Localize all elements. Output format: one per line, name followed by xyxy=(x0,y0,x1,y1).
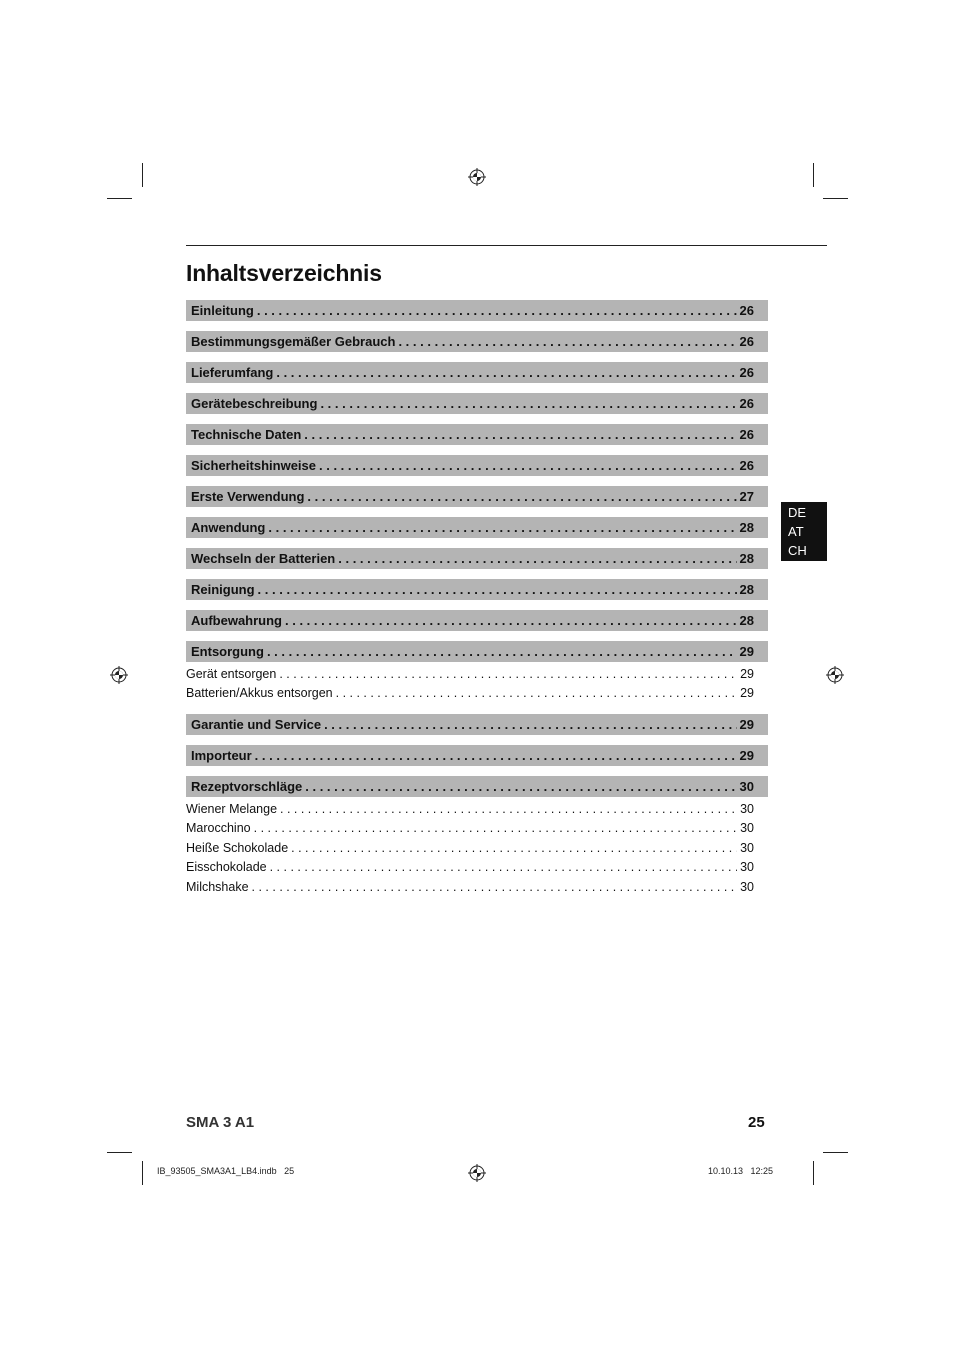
toc-subentry[interactable] xyxy=(186,684,768,704)
toc-leader-dots xyxy=(338,551,736,566)
toc-entry-label: Lieferumfang xyxy=(191,365,274,380)
toc-entry-label: Sicherheitshinweise xyxy=(191,458,316,473)
crop-mark-top-left-horizontal xyxy=(107,198,132,199)
toc-leader-dots xyxy=(324,717,736,732)
crop-mark-bottom-right-horizontal xyxy=(823,1152,848,1153)
toc-leader-dots xyxy=(255,748,737,763)
toc-entry-page: 30 xyxy=(739,779,754,794)
toc-subentry-page: 29 xyxy=(740,686,754,701)
toc-entry[interactable] xyxy=(186,424,768,445)
page-title: Inhaltsverzeichnis xyxy=(186,260,382,286)
print-slug-file: IB_93505_SMA3A1_LB4.indb 25 xyxy=(157,1166,295,1176)
crop-mark-top-right-vertical xyxy=(813,163,814,187)
toc-leader-dots xyxy=(304,427,736,442)
footer-page-number: 25 xyxy=(748,1114,765,1131)
toc-subentry-page: 29 xyxy=(740,666,754,681)
registration-mark-left-icon xyxy=(110,666,128,684)
toc-subentry[interactable] xyxy=(186,664,768,684)
toc-subentry-page: 30 xyxy=(740,879,754,894)
toc-leader-dots xyxy=(257,303,737,318)
toc-entry-page: 29 xyxy=(739,717,754,732)
toc-leader-dots xyxy=(320,396,736,411)
toc-entry[interactable] xyxy=(186,331,768,352)
toc-entry[interactable] xyxy=(186,776,768,797)
toc-entry[interactable] xyxy=(186,517,768,538)
toc-entry-label: Aufbewahrung xyxy=(191,613,282,628)
toc-entry-label: Wechseln der Batterien xyxy=(191,551,336,566)
toc-leader-dots xyxy=(279,667,737,681)
language-code-de: DE xyxy=(788,505,807,520)
toc-subentry-page: 30 xyxy=(740,821,754,836)
language-code-at: AT xyxy=(788,524,804,539)
toc-leader-dots xyxy=(398,334,736,349)
table-of-contents xyxy=(186,300,768,897)
crop-mark-top-right-horizontal xyxy=(823,198,848,199)
toc-entry[interactable] xyxy=(186,714,768,735)
toc-subentry-label: Gerät entsorgen xyxy=(186,666,277,681)
language-code-ch: CH xyxy=(788,543,807,558)
toc-leader-dots xyxy=(305,779,736,794)
toc-entry[interactable] xyxy=(186,641,768,662)
toc-entry-label: Entsorgung xyxy=(191,644,264,659)
toc-entry-page: 26 xyxy=(739,334,754,349)
toc-entry-page: 28 xyxy=(739,551,754,566)
toc-entry-label: Einleitung xyxy=(191,303,254,318)
crop-mark-top-left-vertical xyxy=(142,163,143,187)
toc-leader-dots xyxy=(280,802,737,816)
toc-entry[interactable] xyxy=(186,393,768,414)
toc-entry-page: 29 xyxy=(739,748,754,763)
toc-entry-label: Gerätebeschreibung xyxy=(191,396,318,411)
toc-entry-page: 26 xyxy=(739,303,754,318)
toc-entry-label: Importeur xyxy=(191,748,252,763)
toc-entry-page: 26 xyxy=(739,396,754,411)
crop-mark-bottom-right-vertical xyxy=(813,1161,814,1185)
toc-entry-page: 26 xyxy=(739,427,754,442)
toc-entry-label: Anwendung xyxy=(191,520,266,535)
toc-leader-dots xyxy=(285,613,737,628)
toc-entry-label: Bestimmungsgemäßer Gebrauch xyxy=(191,334,396,349)
toc-entry-label: Garantie und Service xyxy=(191,717,322,732)
toc-subentry-label: Milchshake xyxy=(186,879,249,894)
registration-mark-bottom-icon xyxy=(468,1164,486,1182)
toc-entry[interactable] xyxy=(186,300,768,321)
toc-subentry[interactable] xyxy=(186,799,768,819)
crop-mark-bottom-left-horizontal xyxy=(107,1152,132,1153)
toc-subentry-label: Wiener Melange xyxy=(186,801,278,816)
toc-subentry-label: Eisschokolade xyxy=(186,860,267,875)
toc-leader-dots xyxy=(252,880,738,894)
toc-leader-dots xyxy=(319,458,737,473)
toc-subentry[interactable] xyxy=(186,819,768,839)
toc-subentry-label: Batterien/Akkus entsorgen xyxy=(186,686,333,701)
toc-subentry-page: 30 xyxy=(740,860,754,875)
toc-entry[interactable] xyxy=(186,455,768,476)
toc-leader-dots xyxy=(267,644,737,659)
toc-leader-dots xyxy=(258,582,737,597)
toc-entry-page: 26 xyxy=(739,365,754,380)
toc-leader-dots xyxy=(336,686,737,700)
registration-mark-right-icon xyxy=(826,666,844,684)
toc-leader-dots xyxy=(254,821,737,835)
language-tab xyxy=(781,502,827,561)
toc-entry[interactable] xyxy=(186,362,768,383)
toc-subentry[interactable] xyxy=(186,877,768,897)
toc-entry-label: Erste Verwendung xyxy=(191,489,305,504)
toc-subentry-page: 30 xyxy=(740,801,754,816)
toc-entry-label: Technische Daten xyxy=(191,427,302,442)
toc-subentry-label: Heiße Schokolade xyxy=(186,840,289,855)
toc-leader-dots xyxy=(270,860,737,874)
registration-mark-top-icon xyxy=(468,168,486,186)
toc-subentry-page: 30 xyxy=(740,840,754,855)
toc-entry-page: 29 xyxy=(739,644,754,659)
toc-entry[interactable] xyxy=(186,745,768,766)
footer-model-name: SMA 3 A1 xyxy=(186,1114,255,1131)
toc-entry-page: 28 xyxy=(739,582,754,597)
crop-mark-bottom-left-vertical xyxy=(142,1161,143,1185)
toc-entry[interactable] xyxy=(186,610,768,631)
toc-leader-dots xyxy=(307,489,736,504)
toc-entry-label: Reinigung xyxy=(191,582,255,597)
toc-leader-dots xyxy=(276,365,736,380)
toc-entry-page: 28 xyxy=(739,520,754,535)
toc-entry-page: 28 xyxy=(739,613,754,628)
toc-entry[interactable] xyxy=(186,486,768,507)
toc-entry[interactable] xyxy=(186,548,768,569)
toc-subentry-label: Marocchino xyxy=(186,821,251,836)
toc-leader-dots xyxy=(291,841,737,855)
toc-entry[interactable] xyxy=(186,579,768,600)
toc-leader-dots xyxy=(268,520,736,535)
toc-entry-page: 26 xyxy=(739,458,754,473)
toc-entry-page: 27 xyxy=(739,489,754,504)
toc-subentry[interactable] xyxy=(186,838,768,858)
toc-entry-label: Rezeptvorschläge xyxy=(191,779,303,794)
toc-subentry[interactable] xyxy=(186,858,768,878)
header-rule xyxy=(186,245,827,246)
print-slug-datetime: 10.10.13 12:25 xyxy=(708,1166,774,1176)
